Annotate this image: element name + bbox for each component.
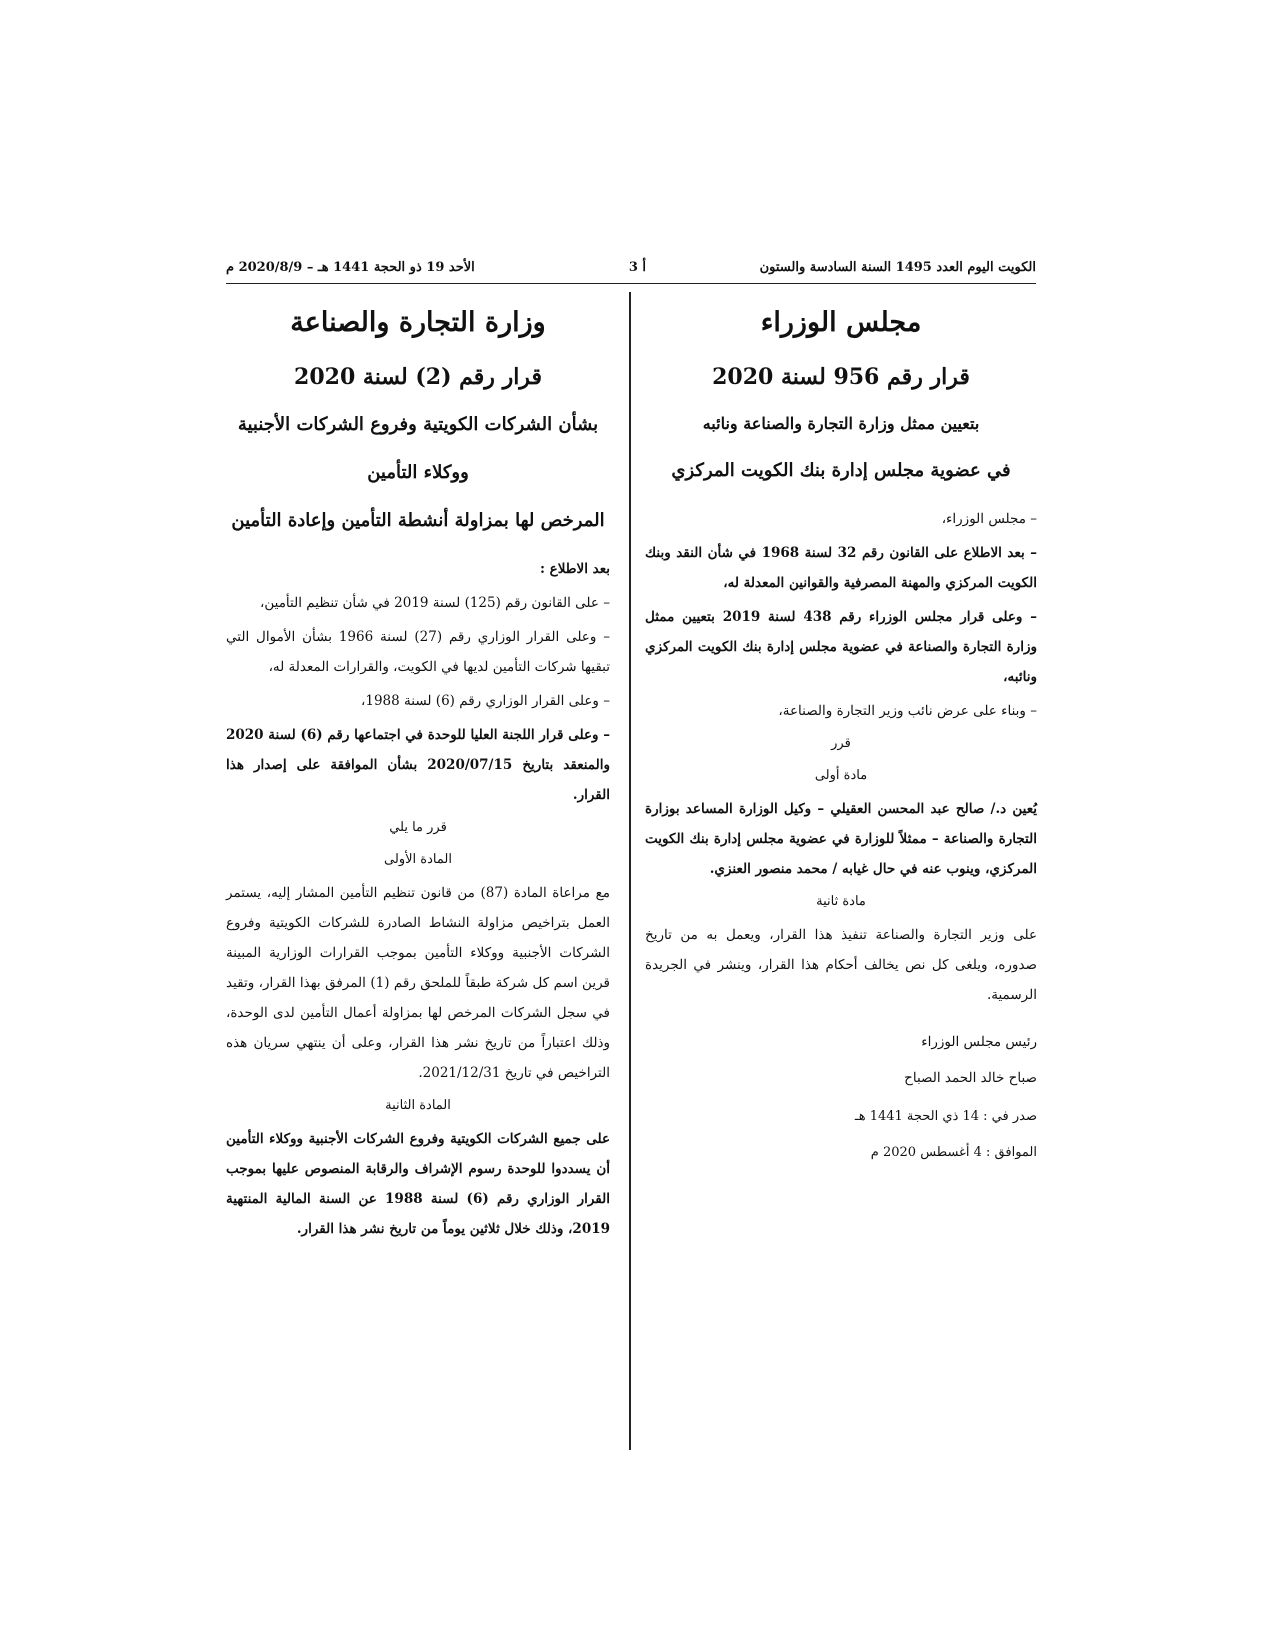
right-decree-number: قرار رقم 956 لسنة 2020 xyxy=(712,364,970,390)
left-decided: قرر ما يلي xyxy=(389,820,447,835)
issued-hijri-date: صدر في : 14 ذي الحجة 1441 هـ xyxy=(854,1109,1037,1124)
right-decided: قرر xyxy=(831,736,851,751)
header-page-number: أ 3 xyxy=(628,260,646,275)
page-header xyxy=(226,258,1036,286)
signer-name: صباح خالد الحمد الصباح xyxy=(904,1070,1037,1086)
right-preamble-1: – مجلس الوزراء، xyxy=(941,511,1037,527)
right-article-2-text: على وزير التجارة والصناعة تنفيذ هذا القرار، ويعمل به من تاريخ صدوره، ويلغى كل نص يخالف أحكام هذا القرار، وينشر في الجريدة الرسمية. xyxy=(645,927,1037,1003)
right-subject-line-1: بتعيين ممثل وزارة التجارة والصناعة ونائبه xyxy=(702,414,980,433)
left-preamble-1: – على القانون رقم (125) لسنة 2019 في شأن تنظيم التأمين، xyxy=(259,595,610,611)
left-column-title: وزارة التجارة والصناعة xyxy=(290,307,546,338)
right-column xyxy=(645,296,1037,1168)
left-preamble-2: – وعلى القرار الوزاري رقم (27) لسنة 1966 بشأن الأموال التي تبقيها شركات التأمين لديها في الكويت، والقرارات المعدلة له، xyxy=(226,629,610,675)
left-subject-line-1: بشأن الشركات الكويتية وفروع الشركات الأجنبية xyxy=(237,414,599,435)
left-subject-line-2: ووكلاء التأمين xyxy=(367,462,469,483)
left-article-1-title: المادة الأولى xyxy=(384,852,452,867)
issued-gregorian-date: الموافق : 4 أغسطس 2020 م xyxy=(870,1145,1037,1160)
header-date: الأحد 19 ذو الحجة 1441 هـ – 2020/8/9 م xyxy=(226,260,475,275)
left-column xyxy=(226,296,610,1248)
right-article-2-title: مادة ثانية xyxy=(816,894,866,909)
right-column-title: مجلس الوزراء xyxy=(760,307,922,338)
header-issue: الكويت اليوم العدد 1495 السنة السادسة والستون xyxy=(759,260,1036,275)
right-article-1-title: مادة أولى xyxy=(814,768,868,783)
right-preamble-4: – وبناء على عرض نائب وزير التجارة والصناعة، xyxy=(778,703,1037,719)
right-article-1-text: يُعين د./ صالح عبد المحسن العقيلي – وكيل الوزارة المساعد بوزارة التجارة والصناعة – ممثلاً للوزارة في عضوية مجلس إدارة بنك الكويت المركزي، وينوب عنه في حال غيابه / محمد منصور العنزي. xyxy=(645,801,1037,877)
left-article-2-title: المادة الثانية xyxy=(385,1098,451,1113)
left-article-1-text: مع مراعاة المادة (87) من قانون تنظيم التأمين المشار إليه، يستمر العمل بتراخيص مزاولة النشاط الصادرة للشركات الكويتية وفروع الشركات الأجنبية ووكلاء التأمين بموجب القرارات الوزارية المبينة قرين اسم كل شركة طبقاً للملحق رقم (1) المرفق بهذا القرار، وتقيد في سجل الشركات المرخص لها بمزاولة أعمال التأمين لدى الوحدة، وذلك اعتباراً من تاريخ نشر هذا القرار، وعلى أن ينتهي سريان هذه التراخيص في تاريخ 2021/12/31. xyxy=(226,885,610,1081)
left-preamble-3: – وعلى القرار الوزاري رقم (6) لسنة 1988، xyxy=(361,693,610,709)
left-after-review: بعد الاطلاع : xyxy=(539,561,610,577)
left-preamble-4: – وعلى قرار اللجنة العليا للوحدة في اجتماعها رقم (6) لسنة 2020 والمنعقد بتاريخ 2020/07/15 بشأن الموافقة على إصدار هذا القرار. xyxy=(226,727,611,803)
right-preamble-3: – وعلى قرار مجلس الوزراء رقم 438 لسنة 2019 بتعيين ممثل وزارة التجارة والصناعة في عضوية مجلس إدارة بنك الكويت المركزي ونائبه، xyxy=(645,609,1037,685)
right-subject-line-2: في عضوية مجلس إدارة بنك الكويت المركزي xyxy=(671,460,1011,481)
header-rule xyxy=(226,283,1036,284)
column-divider xyxy=(629,292,631,1450)
signer-title: رئيس مجلس الوزراء xyxy=(921,1034,1037,1050)
left-decree-number: قرار رقم (2) لسنة 2020 xyxy=(294,364,542,390)
right-preamble-2: – بعد الاطلاع على القانون رقم 32 لسنة 1968 في شأن النقد وبنك الكويت المركزي والمهنة المصرفية والقوانين المعدلة له، xyxy=(645,545,1038,591)
left-article-2-text: على جميع الشركات الكويتية وفروع الشركات الأجنبية ووكلاء التأمين أن يسددوا للوحدة رسوم الإشراف والرقابة المنصوص عليها بموجب القرار الوزاري رقم (6) لسنة 1988 عن السنة المالية المنتهية 2019، وذلك خلال ثلاثين يوماً من تاريخ نشر هذا القرار. xyxy=(226,1131,610,1237)
left-subject-line-3: المرخص لها بمزاولة أنشطة التأمين وإعادة التأمين xyxy=(231,510,605,531)
